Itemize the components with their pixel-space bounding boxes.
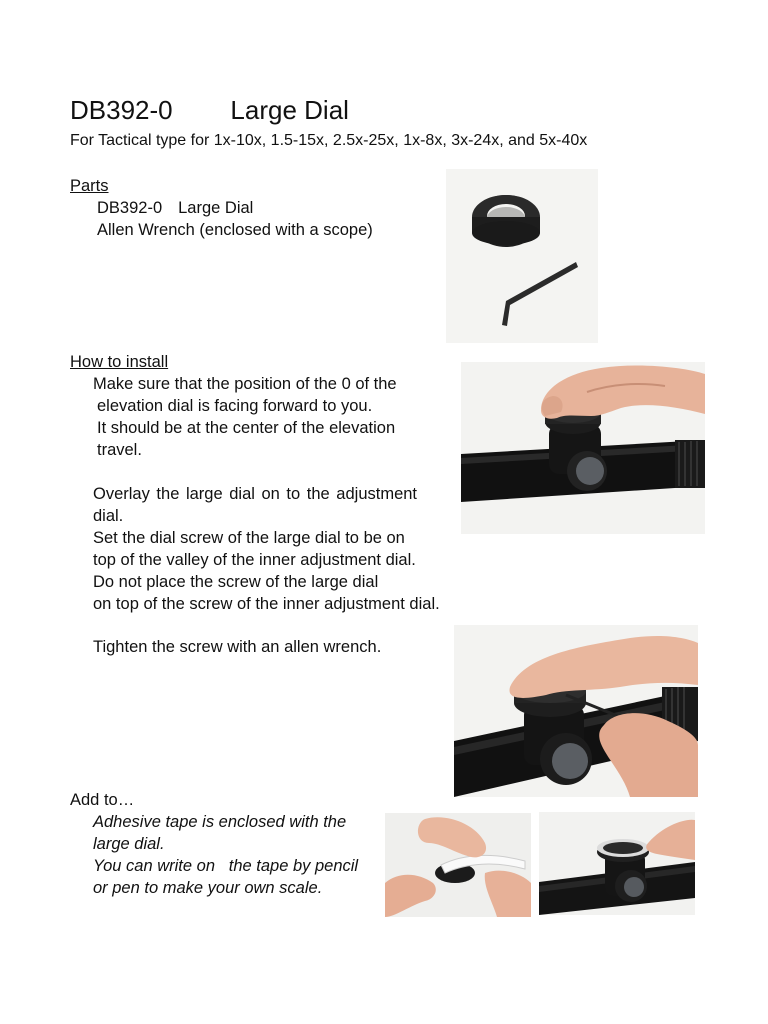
tape-photo-right bbox=[539, 812, 695, 915]
install-heading: How to install bbox=[70, 353, 169, 371]
add-to-line3: You can write on the tape by pencil bbox=[93, 857, 359, 875]
product-code: DB392-0 bbox=[70, 95, 173, 125]
part-code: DB392-0 bbox=[97, 199, 163, 217]
install-photo-tighten-screw bbox=[454, 625, 698, 797]
install-step2-line3: Set the dial screw of the large dial to be on bbox=[93, 529, 405, 547]
add-to-line4: or pen to make your own scale. bbox=[93, 879, 323, 897]
install-step2-line5: Do not place the screw of the large dial bbox=[93, 573, 379, 591]
install-step2-line2: dial. bbox=[93, 507, 124, 525]
install-step1-line3: It should be at the center of the elevation bbox=[97, 419, 396, 437]
parts-heading: Parts bbox=[70, 177, 109, 195]
add-to-heading: Add to… bbox=[70, 791, 135, 809]
subtitle: For Tactical type for 1x-10x, 1.5-15x, 2.5x-25x, 1x-8x, 3x-24x, and 5x-40x bbox=[70, 132, 588, 149]
install-step1-line2: elevation dial is facing forward to you. bbox=[97, 397, 373, 415]
install-step1-line4: travel. bbox=[97, 441, 142, 459]
install-step3: Tighten the screw with an allen wrench. bbox=[93, 638, 382, 656]
parts-photo bbox=[446, 169, 598, 343]
install-step2-line4: top of the valley of the inner adjustment dial. bbox=[93, 551, 416, 569]
product-name: Large Dial bbox=[230, 95, 349, 125]
page-title bbox=[70, 94, 349, 126]
install-step1-line1: Make sure that the position of the 0 of the bbox=[93, 375, 397, 393]
tape-photo-left bbox=[385, 813, 531, 917]
install-step2-line6: on top of the screw of the inner adjustment dial. bbox=[93, 595, 440, 613]
part-name: Large Dial bbox=[178, 199, 254, 217]
part-item-dial bbox=[97, 197, 253, 219]
add-to-line1: Adhesive tape is enclosed with the bbox=[93, 813, 347, 831]
add-to-line2: large dial. bbox=[93, 835, 165, 853]
install-photo-overlay-dial bbox=[461, 362, 705, 534]
install-step2-line1: Overlay the large dial on to the adjustment bbox=[93, 485, 418, 503]
part-item-wrench: Allen Wrench (enclosed with a scope) bbox=[97, 221, 373, 239]
